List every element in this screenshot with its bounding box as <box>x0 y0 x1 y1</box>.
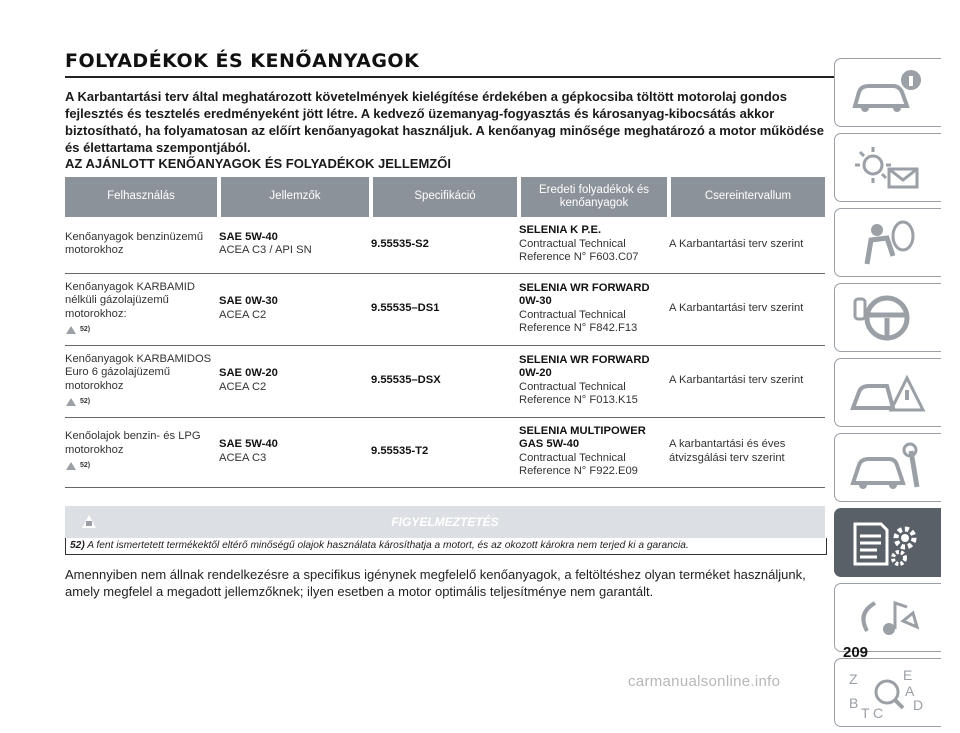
product-name: SELENIA WR FORWARD 0W-20 <box>519 353 650 379</box>
engine-warning-icon <box>65 325 77 335</box>
header-interval: Csereintervallum <box>669 177 825 217</box>
tab-multimedia[interactable] <box>834 583 941 652</box>
index-letter-d: D <box>913 697 924 713</box>
usage-text: Kenőanyagok KARBAMID nélküli gázolajüzemű motorokhoz: <box>65 280 195 320</box>
product-name: SELENIA MULTIPOWER GAS 5W-40 <box>519 424 646 450</box>
intro-paragraph: A Karbantartási terv által meghatározott követelmények kielégítése érdekében a gépkocsiba töltött motorolaj gondos fejlesztés és tesztelés eredményeként jött létre. A kedvező üzemanyag-fogyasztás és károsanyag-kibocsátás akkor biztosítható, ha folyamatosan az előírt kenőanyagokat használjuk. A kenőanyag minősége meghatározó a motor működése és élettartama szempontjából. <box>65 89 824 155</box>
cell-product <box>519 273 669 345</box>
tab-emergency[interactable] <box>834 358 941 427</box>
acea-spec: ACEA C3 / API SN <box>219 244 312 257</box>
chapter-tabs <box>834 58 940 733</box>
index-letter-b: B <box>849 695 859 711</box>
tab-safety[interactable] <box>834 208 941 277</box>
sae-grade: SAE 5W-40 <box>219 438 278 450</box>
tab-index[interactable] <box>834 658 941 727</box>
index-letter-a: A <box>905 683 915 699</box>
warning-body <box>65 538 827 555</box>
watermark: carmanualsonline.info <box>628 673 781 690</box>
header-characteristics: Jellemzők <box>219 177 371 217</box>
warning-header <box>65 506 825 538</box>
car-warning-icon <box>847 366 927 420</box>
car-info-icon <box>847 66 927 120</box>
cell-product <box>519 417 669 487</box>
table-row <box>65 417 825 487</box>
sae-grade: SAE 5W-40 <box>219 230 278 243</box>
cell-product <box>519 345 669 417</box>
table-row <box>65 345 825 417</box>
tab-lights-messages[interactable] <box>834 133 941 202</box>
header-specification: Specifikáció <box>371 177 519 217</box>
acea-spec: ACEA C2 <box>219 380 267 393</box>
tab-maintenance[interactable] <box>834 433 941 502</box>
index-letter-c: C <box>873 705 884 721</box>
interval-text: A karbantartási és éves átvizsgálási terv szerint <box>669 417 825 487</box>
usage-text: Kenőolajok benzin- és LPG motorokhoz <box>65 430 201 456</box>
footnote-ref[interactable] <box>65 395 219 409</box>
sun-envelope-icon <box>847 141 927 195</box>
spec-code: 9.55535-T2 <box>371 417 519 487</box>
car-wrench-icon <box>847 441 927 495</box>
cell-characteristics <box>219 345 371 417</box>
index-letters-icon <box>847 666 937 722</box>
sae-grade: SAE 0W-30 <box>219 295 278 307</box>
page-title: FOLYADÉKOK ÉS KENŐANYAGOK <box>65 50 420 72</box>
warning-number: 52) <box>70 539 85 551</box>
lubricants-table <box>65 177 825 488</box>
product-reference: Contractual Technical Reference N° F603.C07 <box>519 237 639 263</box>
cell-usage <box>65 345 219 417</box>
cell-product <box>519 217 669 273</box>
spec-code: 9.55535-S2 <box>371 217 519 273</box>
index-letter-e: E <box>903 667 913 683</box>
cell-characteristics <box>219 273 371 345</box>
tab-car-info[interactable] <box>834 58 941 127</box>
tab-driving[interactable] <box>834 283 941 352</box>
spec-code: 9.55535–DS1 <box>371 273 519 345</box>
index-letter-t: T <box>861 705 870 721</box>
product-name: SELENIA WR FORWARD 0W-30 <box>519 281 650 307</box>
footnote-ref[interactable] <box>65 459 219 473</box>
footnote-ref-label: 52) <box>80 398 91 405</box>
sae-grade: SAE 0W-20 <box>219 367 278 379</box>
cell-usage <box>65 217 219 273</box>
spec-code: 9.55535–DSX <box>371 345 519 417</box>
outro-paragraph: Amennyiben nem állnak rendelkezésre a specifikus igénynek megfelelő kenőanyagok, a feltöltéshez olyan terméket használjunk, amely megfelel a megadott jellemzőknek; ilyen esetben a motor optimális teljesítménye nem garantált. <box>65 566 806 599</box>
cell-usage <box>65 417 219 487</box>
engine-warning-icon <box>65 461 77 471</box>
cell-characteristics <box>219 217 371 273</box>
page-number: 209 <box>843 644 869 661</box>
music-nav-icon <box>847 591 927 645</box>
tab-technical-data[interactable] <box>834 508 941 577</box>
footnote-ref-label: 52) <box>80 462 91 470</box>
product-reference: Contractual Technical Reference N° F013.K15 <box>519 380 638 406</box>
interval-text: A Karbantartási terv szerint <box>669 217 825 273</box>
footnote-ref-label: 52) <box>80 326 91 333</box>
title-rule <box>65 76 835 78</box>
table-row <box>65 217 825 273</box>
product-reference: Contractual Technical Reference N° F922.E09 <box>519 451 638 477</box>
table-header-row <box>65 177 825 217</box>
acea-spec: ACEA C3 <box>219 451 267 464</box>
cell-characteristics <box>219 417 371 487</box>
table-row <box>65 273 825 345</box>
section-subheading: AZ AJÁNLOTT KENŐANYAGOK ÉS FOLYADÉKOK JELLEMZŐI <box>65 156 451 171</box>
product-name: SELENIA K P.E. <box>519 224 602 236</box>
header-usage: Felhasználás <box>65 177 219 217</box>
cell-usage <box>65 273 219 345</box>
acea-spec: ACEA C2 <box>219 308 267 321</box>
product-reference: Contractual Technical Reference N° F842.F13 <box>519 308 638 334</box>
engine-warning-icon <box>65 397 77 407</box>
index-letter-z: Z <box>849 671 858 687</box>
airbag-icon <box>847 216 927 270</box>
interval-text: A Karbantartási terv szerint <box>669 345 825 417</box>
usage-text: Kenőanyagok KARBAMIDOS Euro 6 gázolajüzemű motorokhoz <box>65 352 212 392</box>
main-content <box>65 40 825 613</box>
header-original-fluids: Eredeti folyadékok és kenőanyagok <box>519 177 669 217</box>
warning-text: A fent ismertetett termékektől eltérő minőségű olajok használata károsíthatja a motort, és az okozott károkra nem terjed ki a garancia. <box>87 539 689 551</box>
footnote-ref[interactable] <box>65 323 219 337</box>
steering-wheel-icon <box>847 291 927 345</box>
data-gear-icon <box>847 516 927 570</box>
warning-title: FIGYELMEZTETÉS <box>391 514 499 529</box>
usage-text: Kenőanyagok benzinüzemű motorokhoz <box>65 230 204 257</box>
interval-text: A Karbantartási terv szerint <box>669 273 825 345</box>
